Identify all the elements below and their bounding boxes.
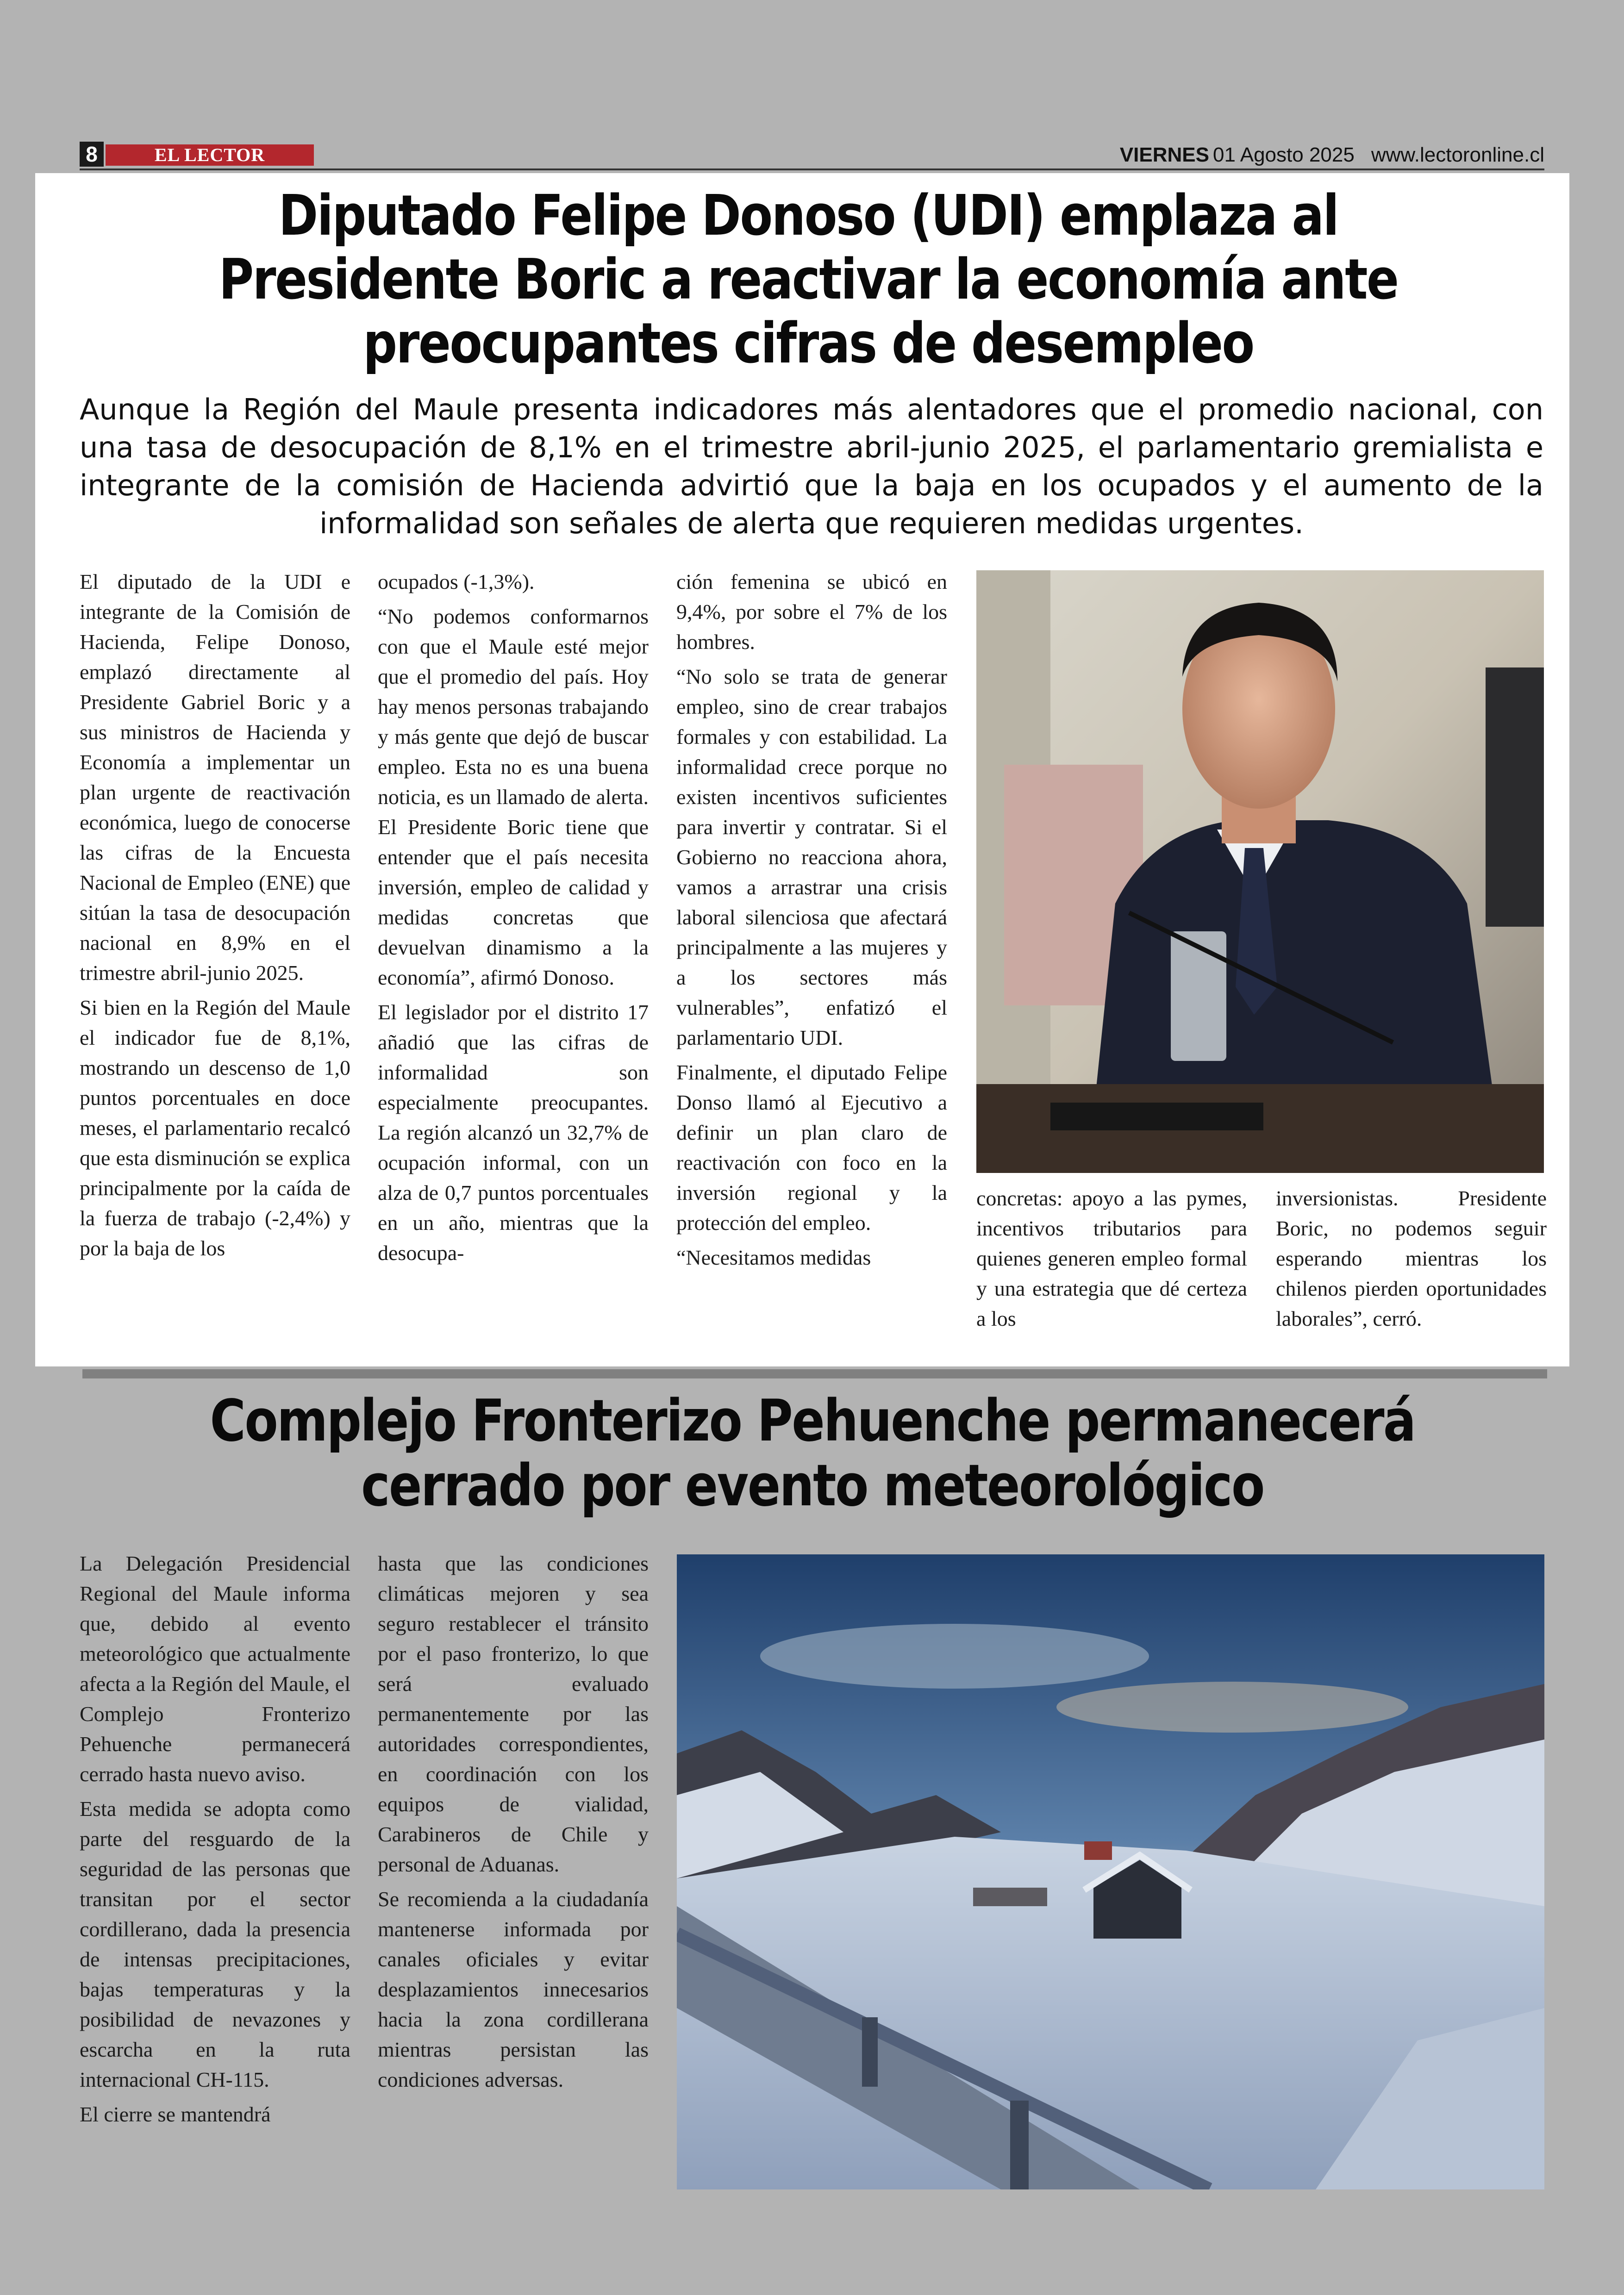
paragraph: concretas: apoyo a las pymes, incentivos tributarios para quienes generen empleo formal y una estrategia que dé certeza a los — [976, 1186, 1247, 1330]
page-number: 8 — [80, 142, 104, 167]
article1-column-5 — [1276, 1183, 1547, 1338]
newspaper-logo: EL LECTOR — [106, 144, 314, 166]
article1-deck: Aunque la Región del Maule presenta indicadores más alentadores que el promedio nacional, con una tasa de desocupación de 8,1% en el trimestre abril-junio 2025, el parlamentario gremialista e integrante de la comisión de Hacienda advirtió que la baja en los ocupados y el aumento de la informalidad son señales de alerta que requieren medidas urgentes. — [80, 393, 1543, 540]
article1-column-3 — [676, 567, 947, 1277]
paragraph: Esta medida se adopta como parte del resguardo de la seguridad de las personas que transitan por el sector cordillerano, dada la presencia de intensas precipitaciones, bajas temperaturas y la posibilidad de nevazones y escarcha en la ruta internacional CH-115. — [80, 1797, 350, 2091]
paragraph: Finalmente, el diputado Felipe Donso llamó al Ejecutivo a definir un plan claro de reactivación con foco en la inversión regional y la protección del empleo. — [676, 1060, 947, 1235]
paragraph: Si bien en la Región del Maule el indicador fue de 8,1%, mostrando un descenso de 1,0 puntos porcentuales en doce meses, el parlamentario recalcó que esta disminución se explica principalmente por la caída de la fuerza de trabajo (-2,4%) y por la baja de los — [80, 996, 350, 1260]
paragraph: El legislador por el distrito 17 añadió que las cifras de informalidad son especialmente preocupantes. La región alcanzó un 32,7% de ocupación informal, con un alza de 0,7 puntos porcentuales en un año, mientras que la desocupa- — [378, 1000, 649, 1265]
header-website: www.lectoronline.cl — [1371, 143, 1544, 166]
section-divider — [82, 1369, 1547, 1378]
photo-deputy-donoso — [976, 570, 1544, 1173]
paragraph: inversionistas. Presidente Boric, no podemos seguir esperando mientras los chilenos pierden oportunidades laborales”, cerró. — [1276, 1186, 1547, 1330]
article1-column-4 — [976, 1183, 1247, 1338]
header-dateline — [1120, 143, 1544, 167]
paragraph: El diputado de la UDI e integrante de la Comisión de Hacienda, Felipe Donoso, emplazó directamente al Presidente Gabriel Boric y a sus ministros de Hacienda y Economía a implementar un plan urgente de reactivación económica, luego de conocerse las cifras de la Encuesta Nacional de Empleo (ENE) que sitúan la tasa de desocupación nacional en 8,9% en el trimestre abril-junio 2025. — [80, 570, 350, 985]
paragraph: “No solo se trata de generar empleo, sino de crear trabajos formales y con estabilidad. La informalidad crece porque no existen incentivos suficientes para invertir y contratar. Si el Gobierno no reacciona ahora, vamos a arrastrar una crisis laboral silenciosa que afectará principalmente a las mujeres y a los sectores más vulnerables”, enfatizó el parlamentario UDI. — [676, 665, 947, 1049]
photo-pehuenche-snow-landscape — [677, 1554, 1544, 2189]
article2-column-1 — [80, 1548, 350, 2134]
paragraph: El cierre se mantendrá — [80, 2102, 271, 2126]
paragraph: Se recomienda a la ciudadanía mantenerse informada por canales oficiales y evitar desplazamientos innecesarios hacia la zona cordillerana mientras persistan las condiciones adversas. — [378, 1887, 649, 2091]
article2-column-2 — [378, 1548, 649, 2099]
header-day: VIERNES — [1119, 143, 1209, 166]
article-donoso — [35, 173, 1569, 1366]
paragraph: “No podemos conformarnos con que el Maule esté mejor que el promedio del país. Hoy hay menos personas trabajando y más gente que dejó de buscar empleo. Esta no es una buena noticia, es un llamado de alerta. El Presidente Boric tiene que entender que el país necesita inversión, empleo de calidad y medidas concretas que devuelvan dinamismo a la economía”, afirmó Donoso. — [378, 605, 649, 989]
paragraph: ocupados (-1,3%). — [378, 570, 535, 593]
header-rule — [80, 168, 1544, 170]
page-header — [80, 141, 1544, 168]
paragraph: ción femenina se ubicó en 9,4%, por sobre el 7% de los hombres. — [676, 570, 947, 654]
paragraph: “Necesitamos medidas — [676, 1246, 871, 1269]
paragraph: hasta que las condiciones climáticas mejoren y sea seguro restablecer el tránsito por el paso fronterizo, lo que será evaluado permanentemente por las autoridades correspondientes, en coordinación con los equipos de vialidad, Carabineros de Chile y personal de Aduanas. — [378, 1552, 649, 1876]
article1-column-1 — [80, 567, 350, 1268]
article1-column-2 — [378, 567, 649, 1272]
article1-headline: Diputado Felipe Donoso (UDI) emplaza al Presidente Boric a reactivar la economía ante preocupantes cifras de desempleo — [219, 184, 1398, 376]
header-date: 01 Agosto 2025 — [1213, 143, 1355, 166]
paragraph: La Delegación Presidencial Regional del Maule informa que, debido al evento meteorológico que actualmente afecta a la Región del Maule, el Complejo Fronterizo Pehuenche permanecerá cerrado hasta nuevo aviso. — [80, 1552, 350, 1786]
article2-headline: Complejo Fronterizo Pehuenche permanecerá cerrado por evento meteorológico — [210, 1388, 1415, 1519]
